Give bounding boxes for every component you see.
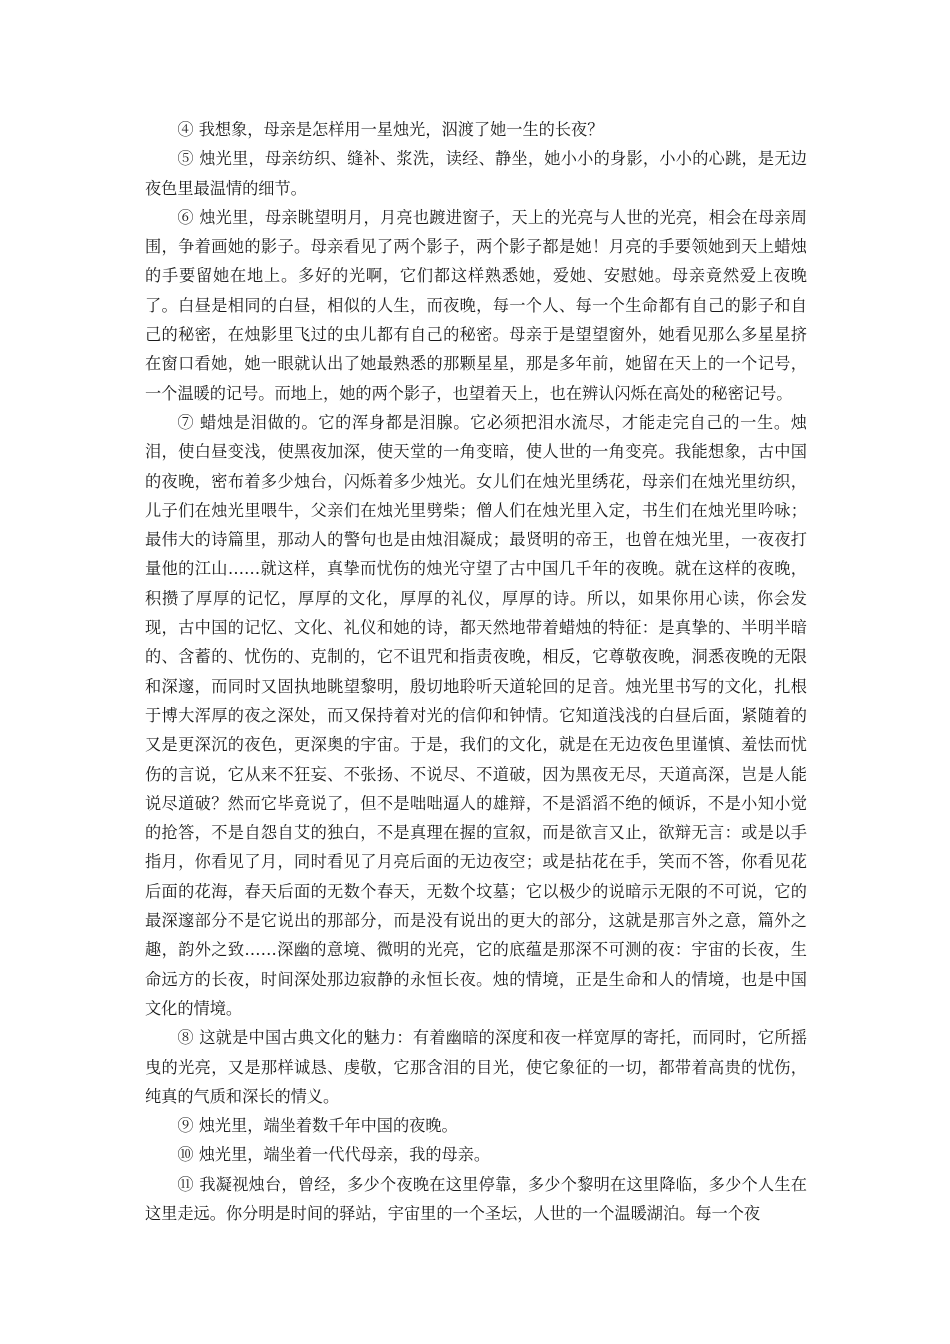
paragraph-5: ⑤ 烛光里，母亲纺织、缝补、浆洗，读经、静坐，她小小的身影，小小的心跳，是无边夜色里最温情的细节。: [145, 149, 807, 198]
paragraph-10: ⑩ 烛光里，端坐着一代代母亲，我的母亲。: [177, 1145, 491, 1165]
paragraph-6: ⑥ 烛光里，母亲眺望明月，月亮也踱进窗子，天上的光亮与人世的光亮，相会在母亲周围，争着画她的影子。母亲看见了两个影子，两个影子都是她！月亮的手要领她到天上蜡烛的手要留她在地上。多好的光啊，它们都这样熟悉她，爱她、安慰她。母亲竟然爱上夜晚了。白昼是相同的白昼，相似的人生，而夜晚，每一个人、每一个生命都有自己的影子和自己的秘密，在烛影里飞过的虫儿都有自己的秘密。母亲于是望望窗外，她看见那么多星星挤在窗口看她，她一眼就认出了她最熟悉的那颗星星，那是多年前，她留在天上的一个记号，一个温暖的记号。而地上，她的两个影子，也望着天上，也在辨认闪烁在高处的秘密记号。: [145, 207, 807, 403]
paragraph-9: ⑨ 烛光里，端坐着数千年中国的夜晚。: [177, 1116, 458, 1136]
paragraph-7: ⑦ 蜡烛是泪做的。它的浑身都是泪腺。它必须把泪水流尽，才能走完自己的一生。烛泪，使白昼变浅，使黑夜加深，使天堂的一角变暗，使人世的一角变亮。我能想象，古中国的夜晚，密布着多少烛台，闪烁着多少烛光。女儿们在烛光里绣花，母亲们在烛光里纺织，儿子们在烛光里喂牛，父亲们在烛光里劈柴；僧人们在烛光里入定，书生们在烛光里吟咏；最伟大的诗篇里，那动人的警句也是由烛泪凝成；最贤明的帝王，也曾在烛光里，一夜夜打量他的江山……就这样，真挚而忧伤的烛光守望了古中国几千年的夜晚。就在这样的夜晚，积攒了厚厚的记忆，厚厚的文化，厚厚的礼仪，厚厚的诗。所以，如果你用心读，你会发现，古中国的记忆、文化、礼仪和她的诗，都天然地带着蜡烛的特征：是真挚的、半明半暗的、含蓄的、忧伤的、克制的，它不诅咒和指责夜晚，相反，它尊敬夜晚，洞悉夜晚的无限和深邃，而同时又固执地眺望黎明，殷切地聆听天道轮回的足音。烛光里书写的文化，扎根于博大浑厚的夜之深处，而又保持着对光的信仰和钟情。它知道浅浅的白昼后面，紧随着的又是更深沉的夜色，更深奥的宇宙。于是，我们的文化，就是在无边夜色里谨慎、羞怯而忧伤的言说，它从来不狂妄、不张扬、不说尽、不道破，因为黑夜无尽，天道高深，岂是人能说尽道破？然而它毕竟说了，但不是咄咄逼人的雄辩，不是滔滔不绝的倾诉，不是小知小觉的抢答，不是自怨自艾的独白，不是真理在握的宣叙，而是欲言又止，欲辩无言：或是以手指月，你看见了月，同时看见了月亮后面的无边夜空；或是拈花在手，笑而不答，你看见花后面的花海，春天后面的无数个春天，无数个坟墓；它以极少的说暗示无限的不可说，它的最深邃部分不是它说出的那部分，而是没有说出的更大的部分，这就是那言外之意，篇外之趣，韵外之致……深幽的意境、微明的光亮，它的底蕴是那深不可测的夜：宇宙的长夜，生命远方的长夜，时间深处那边寂静的永恒长夜。烛的情境，正是生命和人的情境，也是中国文化的情境。: [145, 412, 807, 1018]
paragraph-4: ④ 我想象，母亲是怎样用一星烛光，泅渡了她一生的长夜？: [177, 120, 604, 139]
paragraph-11: ⑪ 我凝视烛台，曾经，多少个夜晚在这里停靠，多少个黎明在这里降临，多少个人生在这里走远。你分明是时间的驿站，宇宙里的一个圣坛，人世的一个温暖湖泊。每一个夜: [145, 1174, 807, 1223]
paragraph-8: ⑧ 这就是中国古典文化的魅力：有着幽暗的深度和夜一样宽厚的寄托，而同时，它所摇曳的光亮，又是那样诚恳、虔敬，它那含泪的目光，使它象征的一切，都带着高贵的忧伤，纯真的气质和深长的情义。: [145, 1028, 807, 1106]
essay-body: [145, 115, 807, 1228]
